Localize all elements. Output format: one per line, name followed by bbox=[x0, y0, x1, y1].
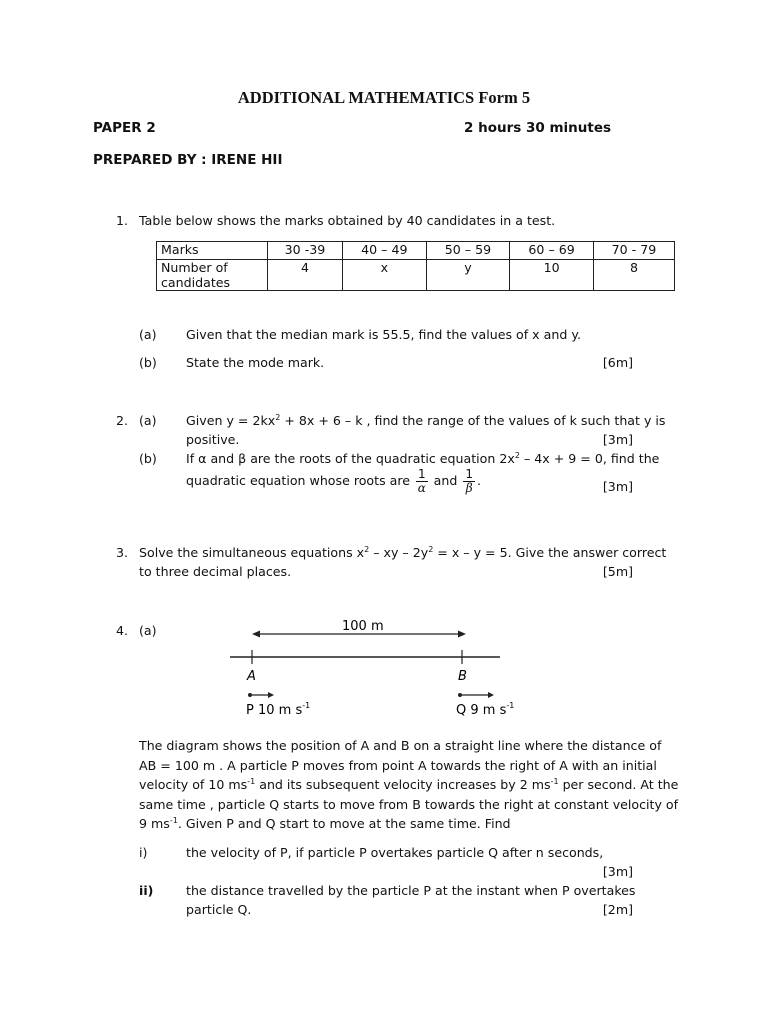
particle-motion-diagram bbox=[226, 612, 515, 724]
fraction-one-over-beta bbox=[463, 468, 475, 495]
q2-number: 2. bbox=[116, 413, 129, 428]
q3-line2: to three decimal places. bbox=[139, 564, 292, 579]
table-cell: 50 – 59 bbox=[426, 242, 510, 260]
fraction-numerator: 1 bbox=[418, 467, 426, 481]
q1b-label: (b) bbox=[139, 355, 157, 370]
exponent: -1 bbox=[247, 776, 256, 786]
table-cell: y bbox=[426, 260, 510, 291]
paragraph-line: AB = 100 m . A particle P moves from point A towards the right of A with an initial bbox=[139, 757, 657, 773]
q1a-text: Given that the median mark is 55.5, find the values of x and y. bbox=[186, 327, 581, 342]
q2a-line1 bbox=[186, 413, 665, 428]
q1-intro: Table below shows the marks obtained by 40 candidates in a test. bbox=[139, 213, 556, 228]
paragraph-line: The diagram shows the position of A and B on a straight line where the distance of bbox=[139, 738, 662, 753]
q4a-label: (a) bbox=[139, 623, 157, 638]
table-cell: 8 bbox=[593, 260, 674, 291]
q2a-text: + 8x + 6 – k , find the range of the values of k such that y is bbox=[280, 413, 666, 428]
q4i-text: the velocity of P, if particle P overtakes particle Q after n seconds, bbox=[186, 845, 604, 860]
paragraph-text: velocity of 10 ms bbox=[139, 777, 248, 792]
paragraph-line: same time , particle Q starts to move from B towards the right at constant velocity of bbox=[139, 796, 679, 812]
q3-text: – xy – 2y bbox=[369, 545, 429, 560]
q4ii-marks: [2m] bbox=[602, 902, 633, 917]
table-cell: 10 bbox=[510, 260, 594, 291]
q2a-marks: [3m] bbox=[602, 432, 633, 447]
point-b-label: B bbox=[458, 669, 467, 684]
particle-q-dot bbox=[458, 693, 462, 697]
exponent: -1 bbox=[169, 815, 178, 825]
paper-label: PAPER 2 bbox=[93, 120, 156, 136]
fraction-denominator: α bbox=[417, 481, 426, 495]
q2b-line1 bbox=[186, 451, 659, 466]
q2b-text: . bbox=[477, 473, 482, 488]
row-label-line: Number of bbox=[161, 260, 228, 275]
q2b-text: – 4x + 9 = 0, find the bbox=[519, 451, 660, 466]
paragraph-text: per second. At the bbox=[558, 777, 679, 792]
paragraph-line bbox=[139, 775, 679, 795]
table-cell: 4 bbox=[268, 260, 343, 291]
q2a-text: Given y = 2kx bbox=[186, 413, 276, 428]
paragraph-text: . Given P and Q start to move at the same time. Find bbox=[177, 816, 511, 831]
q2b-text: quadratic equation whose roots are bbox=[186, 473, 410, 488]
paragraph-text: 9 ms bbox=[139, 816, 170, 831]
arrow-head-left bbox=[252, 631, 260, 638]
distance-label: 100 m bbox=[342, 619, 384, 634]
q4ii-label: ii) bbox=[139, 883, 154, 898]
q4ii-line1: the distance travelled by the particle P at the instant when P overtakes bbox=[186, 883, 636, 898]
paragraph-text: and its subsequent velocity increases by 2 ms bbox=[255, 777, 551, 792]
arrow-head-right bbox=[458, 631, 466, 638]
q4i-marks: [3m] bbox=[602, 864, 633, 879]
table-cell: 70 - 79 bbox=[593, 242, 674, 260]
q2b-text: If α and β are the roots of the quadratic equation 2x bbox=[186, 451, 515, 466]
table-cell: 40 – 49 bbox=[342, 242, 426, 260]
q3-line1 bbox=[139, 545, 666, 560]
particle-p-dot bbox=[248, 693, 252, 697]
table-cell bbox=[157, 260, 268, 291]
particle-p-label bbox=[246, 701, 310, 718]
prepared-by-label: PREPARED BY : IRENE HII bbox=[93, 152, 283, 168]
exponent: -1 bbox=[550, 776, 559, 786]
exponent: 2 bbox=[428, 544, 434, 554]
table-row bbox=[157, 242, 675, 260]
p-velocity-text: P 10 m s bbox=[246, 703, 303, 718]
q-velocity-text: Q 9 m s bbox=[456, 703, 507, 718]
exponent: 2 bbox=[275, 412, 281, 422]
row-label-line: candidates bbox=[161, 275, 231, 290]
q-arrow-head bbox=[488, 692, 494, 698]
exponent: -1 bbox=[302, 701, 311, 710]
q2a-label: (a) bbox=[139, 413, 157, 428]
paragraph-line bbox=[139, 814, 679, 834]
table-cell: 30 -39 bbox=[268, 242, 343, 260]
q1a-label: (a) bbox=[139, 327, 157, 342]
exponent: -1 bbox=[506, 701, 515, 710]
marks-frequency-table bbox=[156, 241, 675, 291]
table-cell: x bbox=[342, 260, 426, 291]
q1-number: 1. bbox=[116, 213, 129, 228]
q2b-line2 bbox=[186, 468, 481, 495]
q2b-text: and bbox=[433, 473, 458, 488]
q3-marks: [5m] bbox=[602, 564, 633, 579]
duration-label: 2 hours 30 minutes bbox=[464, 120, 612, 136]
q4ii-line2: particle Q. bbox=[186, 902, 252, 917]
q4-number: 4. bbox=[116, 623, 129, 638]
q2b-marks: [3m] bbox=[602, 479, 633, 494]
q3-text: Solve the simultaneous equations x bbox=[139, 545, 365, 560]
table-row bbox=[157, 260, 675, 291]
q3-text: = x – y = 5. Give the answer correct bbox=[433, 545, 667, 560]
document-title: ADDITIONAL MATHEMATICS Form 5 bbox=[237, 88, 531, 107]
point-a-label: A bbox=[247, 669, 256, 684]
exponent: 2 bbox=[364, 544, 370, 554]
q3-number: 3. bbox=[116, 545, 129, 560]
exponent: 2 bbox=[514, 450, 520, 460]
fraction-one-over-alpha bbox=[416, 468, 428, 495]
particle-q-label bbox=[456, 701, 514, 718]
q4-paragraph bbox=[139, 736, 679, 834]
q2b-label: (b) bbox=[139, 451, 157, 466]
q4i-label: i) bbox=[139, 845, 148, 860]
table-cell: Marks bbox=[157, 242, 268, 260]
table-cell: 60 – 69 bbox=[510, 242, 594, 260]
fraction-denominator: β bbox=[465, 481, 473, 495]
p-arrow-head bbox=[268, 692, 274, 698]
fraction-numerator: 1 bbox=[465, 467, 474, 481]
q1b-text: State the mode mark. bbox=[186, 355, 325, 370]
q2a-line2: positive. bbox=[186, 432, 240, 447]
q1-marks: [6m] bbox=[602, 355, 633, 370]
